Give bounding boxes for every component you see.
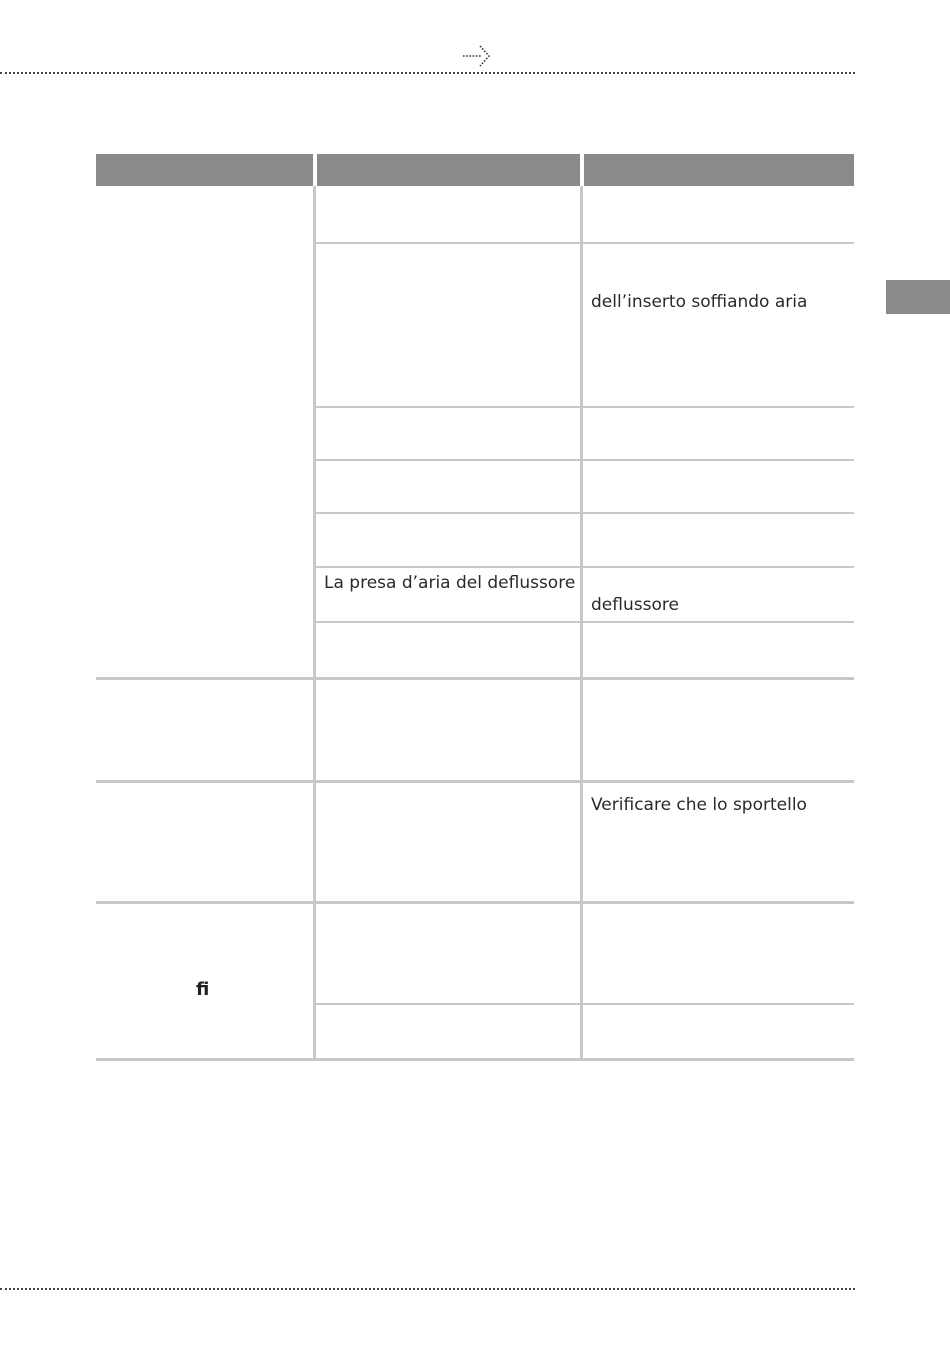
table-bottom-rule: [96, 1058, 854, 1061]
table-header-solution: [584, 154, 854, 186]
column-divider-1: [313, 186, 316, 1061]
header-dotted-rule: [0, 72, 855, 74]
row-divider: [316, 512, 854, 514]
row-divider: [316, 566, 854, 568]
group-divider: [96, 901, 854, 904]
column-divider-2: [580, 186, 583, 1061]
table-header-problem: [96, 154, 313, 186]
problem-cell-text: ﬁ: [196, 979, 210, 1000]
group-divider: [96, 677, 854, 680]
cause-cell-text: La presa d’aria del deflussore: [324, 573, 576, 593]
footer-dotted-rule: [0, 1288, 855, 1290]
solution-cell-text: dell’inserto soffiando aria: [591, 292, 808, 312]
solution-cell-text: Verificare che lo sportello: [591, 795, 807, 815]
row-divider: [316, 1003, 854, 1005]
row-divider: [316, 406, 854, 408]
solution-cell-text: deflussore: [591, 595, 679, 615]
section-tab: [886, 280, 950, 314]
group-divider: [96, 780, 854, 783]
table-header-cause: [317, 154, 580, 186]
row-divider: [316, 242, 854, 244]
dotted-arrow-right-icon: [462, 44, 492, 68]
row-divider: [316, 621, 854, 623]
row-divider: [316, 459, 854, 461]
